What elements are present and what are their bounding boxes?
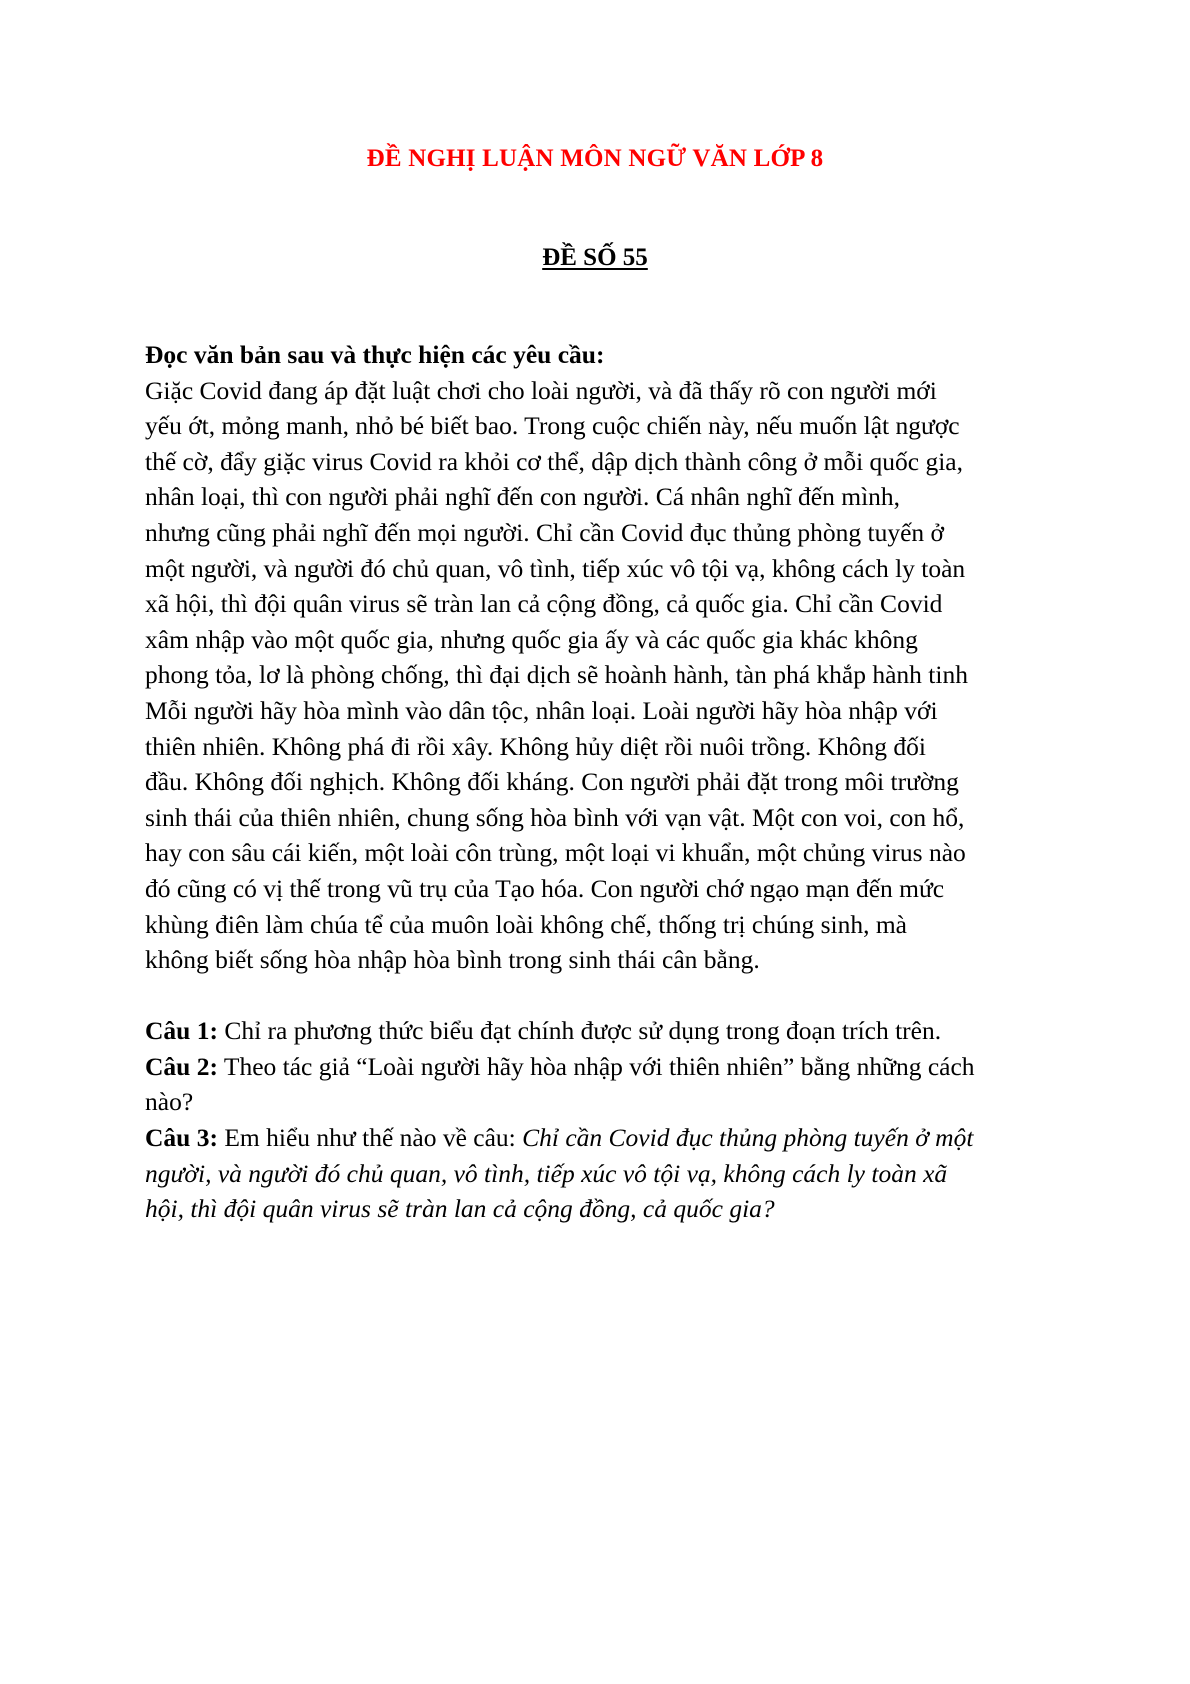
question-3-text: Em hiểu như thế nào về câu: [217, 1123, 523, 1153]
passage-line: hay con sâu cái kiến, một loài côn trùng, một loại vi khuẩn, một chủng virus nào [145, 838, 966, 868]
passage-line: nhân loại, thì con người phải nghĩ đến con người. Cá nhân nghĩ đến mình, [145, 482, 901, 512]
passage-line: Mỗi người hãy hòa mình vào dân tộc, nhân loại. Loài người hãy hòa nhập với [145, 695, 938, 725]
reading-instruction: Đọc văn bản sau và thực hiện các yêu cầu: [145, 340, 605, 369]
passage-line: phong tỏa, lơ là phòng chống, thì đại dịch sẽ hoành hành, tàn phá khắp hành tinh [145, 660, 968, 690]
passage-line: đầu. Không đối nghịch. Không đối kháng. Con người phải đặt trong môi trường [145, 767, 959, 797]
passage-line: Giặc Covid đang áp đặt luật chơi cho loài người, và đã thấy rõ con người mới [145, 375, 937, 405]
passage-line: xã hội, thì đội quân virus sẽ tràn lan cả cộng đồng, cả quốc gia. Chỉ cần Covid [145, 589, 943, 619]
document-title: ĐỀ NGHỊ LUẬN MÔN NGỮ VĂN LỚP 8 [366, 145, 824, 172]
passage-line: sinh thái của thiên nhiên, chung sống hòa bình với vạn vật. Một con voi, con hổ, [145, 802, 965, 832]
passage-line: thiên nhiên. Không phá đi rồi xây. Không hủy diệt rồi nuôi trồng. Không đối [145, 731, 926, 761]
question-1-text: Chỉ ra phương thức biểu đạt chính được sử dụng trong đoạn trích trên. [217, 1016, 942, 1046]
document-body [145, 337, 1070, 1227]
passage-line: một người, và người đó chủ quan, vô tình, tiếp xúc vô tội vạ, không cách ly toàn [145, 553, 966, 583]
paragraph-gap [145, 978, 1070, 1014]
exam-number-heading: ĐỀ SỐ 55 [542, 244, 648, 271]
passage-line: xâm nhập vào một quốc gia, nhưng quốc gia ấy và các quốc gia khác không [145, 624, 918, 654]
question-3-quote-part-2: người, và người đó chủ quan, vô tình, tiếp xúc vô tội vạ, không cách ly toàn xã [145, 1158, 948, 1188]
question-1-label: Câu 1: [145, 1016, 218, 1046]
question-2-text: Theo tác giả “Loài người hãy hòa nhập với thiên nhiên” bằng những cách [217, 1051, 975, 1081]
reading-passage [145, 373, 1070, 978]
question-1 [145, 1013, 1070, 1049]
question-2-label: Câu 2: [145, 1051, 218, 1081]
passage-line: đó cũng có vị thế trong vũ trụ của Tạo hóa. Con người chớ ngạo mạn đến mức [145, 873, 945, 903]
passage-line: không biết sống hòa nhập hòa bình trong sinh thái cân bằng. [145, 945, 760, 975]
passage-line: yếu ớt, mỏng manh, nhỏ bé biết bao. Trong cuộc chiến này, nếu muốn lật ngược [145, 411, 960, 441]
question-list [145, 1013, 1070, 1227]
passage-line: khùng điên làm chúa tể của muôn loài không chế, thống trị chúng sinh, mà [145, 909, 907, 939]
passage-line: thế cờ, đẩy giặc virus Covid ra khỏi cơ thể, dập dịch thành công ở mỗi quốc gia, [145, 446, 964, 476]
question-2 [145, 1049, 1070, 1085]
question-3-label: Câu 3: [145, 1123, 218, 1153]
passage-line: nhưng cũng phải nghĩ đến mọi người. Chỉ cần Covid đục thủng phòng tuyến ở [145, 517, 944, 547]
question-3-quote-part-3: hội, thì đội quân virus sẽ tràn lan cả cộng đồng, cả quốc gia? [145, 1194, 775, 1224]
question-3 [145, 1120, 1070, 1156]
question-3-quote-part-1: Chỉ cần Covid đục thủng phòng tuyến ở một [522, 1123, 974, 1153]
question-2-continuation: nào? [145, 1087, 194, 1117]
